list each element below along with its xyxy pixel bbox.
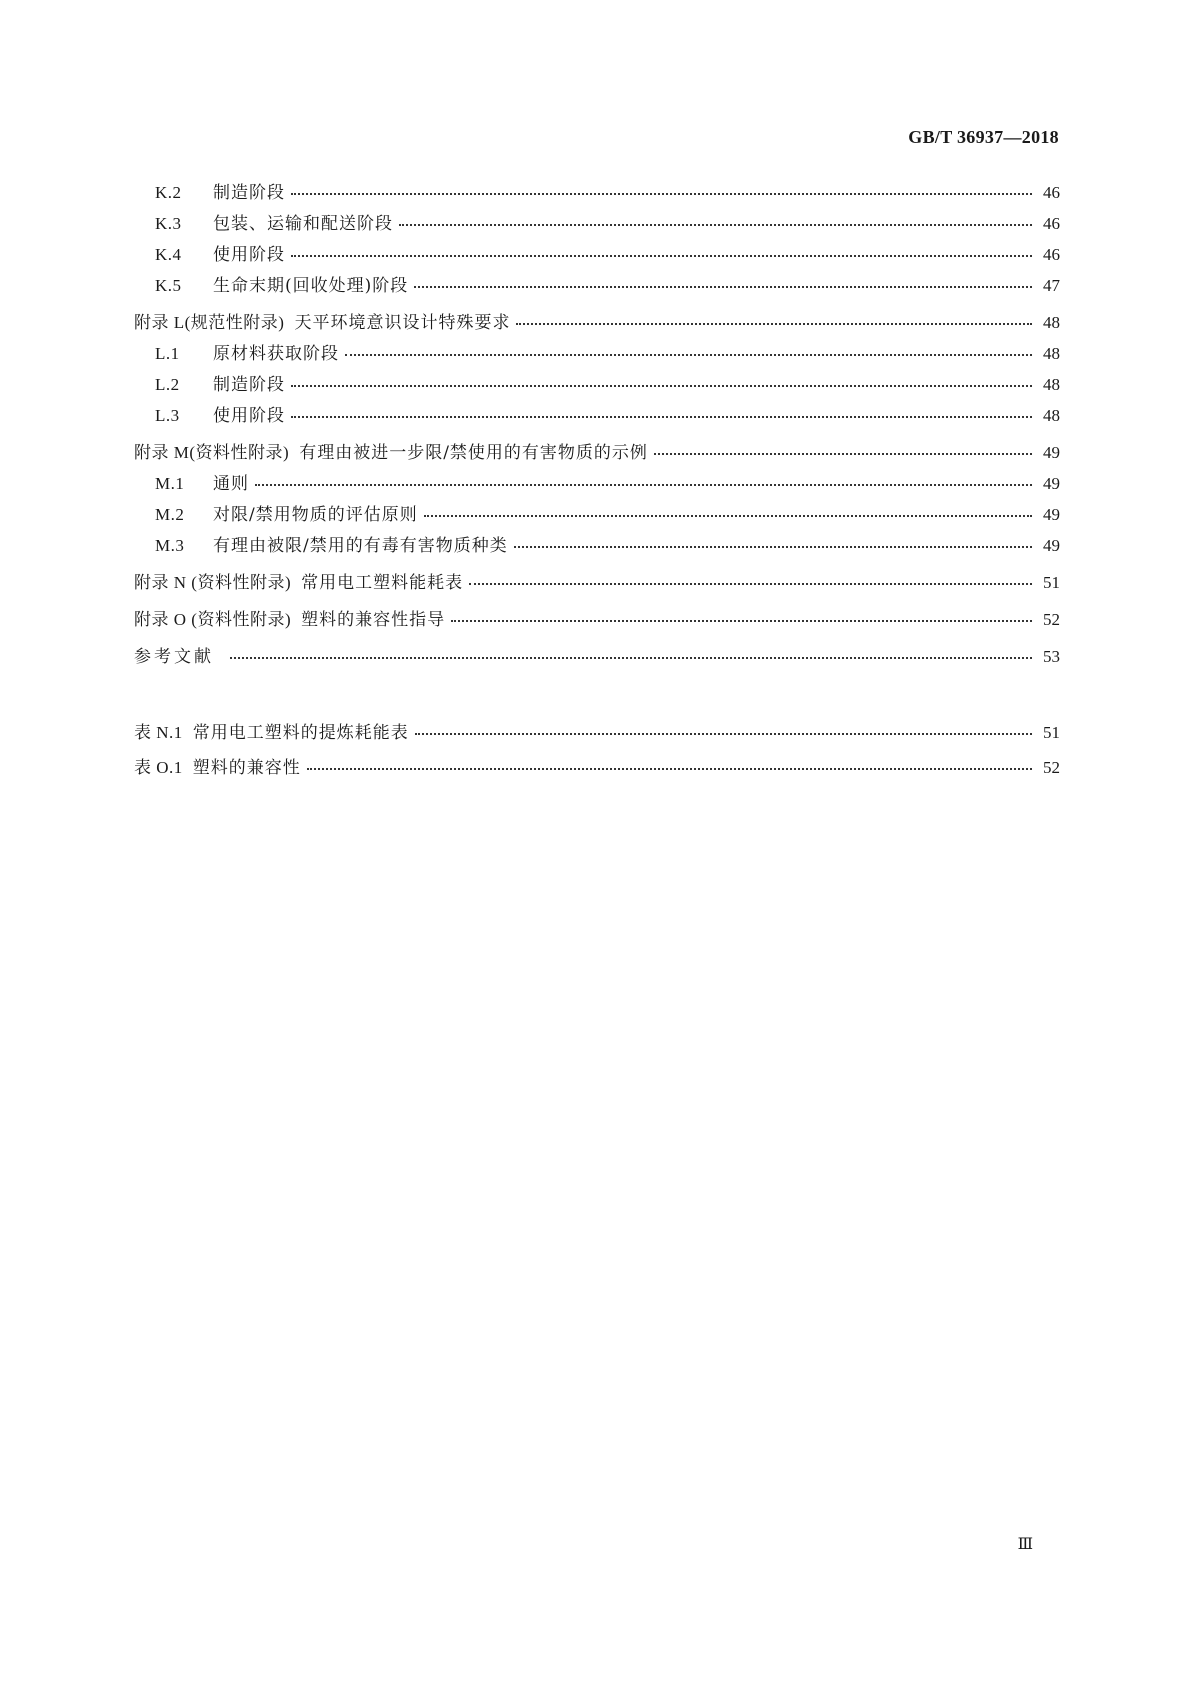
dot-leader: [291, 369, 1032, 387]
toc-entry[interactable]: [134, 401, 1060, 432]
toc-entry-annex[interactable]: [134, 308, 1060, 339]
dot-leader: [399, 208, 1032, 226]
toc-entry-page: 48: [1043, 406, 1060, 425]
standard-number: GB/T 36937—2018: [908, 127, 1059, 147]
table-list-number: 表 N.1: [134, 723, 183, 742]
toc-entry-number: M.1: [155, 474, 185, 493]
table-list-page: 51: [1043, 723, 1060, 742]
dot-leader: [230, 641, 1032, 659]
toc-entry-number: K.3: [155, 214, 182, 233]
table-list-title: 常用电工塑料的提炼耗能表: [192, 723, 409, 743]
dot-leader: [451, 604, 1032, 622]
dot-leader: [424, 499, 1032, 517]
toc-entry[interactable]: [134, 178, 1060, 209]
toc-entry[interactable]: [134, 209, 1060, 240]
toc-entry-title: 有理由被限/禁用的有毒有害物质种类: [213, 536, 508, 556]
toc-entry-number: K.4: [155, 245, 182, 264]
toc-entry-annex[interactable]: [134, 605, 1060, 636]
toc-entry-number: L.1: [155, 344, 180, 363]
dot-leader: [414, 270, 1032, 288]
toc-entry-page: 52: [1043, 610, 1060, 629]
table-list-entry[interactable]: [134, 753, 1060, 784]
toc-entry-number: L.2: [155, 375, 180, 394]
dot-leader: [345, 338, 1032, 356]
dot-leader: [291, 400, 1032, 418]
table-list-title: 塑料的兼容性: [192, 758, 301, 778]
toc-entry-title: 制造阶段: [213, 183, 285, 203]
toc-entry-page: 53: [1043, 647, 1060, 666]
list-of-tables: [134, 718, 1060, 784]
dot-leader: [291, 239, 1032, 257]
toc-entry-page: 49: [1043, 505, 1060, 524]
table-list-number: 表 O.1: [134, 758, 183, 777]
toc-entry[interactable]: [134, 370, 1060, 401]
toc-entry-number: 附录 M(资料性附录): [134, 443, 290, 462]
toc-entry-title: 制造阶段: [213, 375, 285, 395]
toc-entry-page: 49: [1043, 443, 1060, 462]
dot-leader: [307, 752, 1032, 770]
dot-leader: [516, 307, 1032, 325]
table-of-contents: [134, 178, 1060, 673]
toc-entry[interactable]: [134, 500, 1060, 531]
toc-entry[interactable]: [134, 271, 1060, 302]
toc-entry-page: 48: [1043, 344, 1060, 363]
toc-entry-title: 对限/禁用物质的评估原则: [213, 505, 418, 525]
toc-entry-annex[interactable]: [134, 438, 1060, 469]
toc-entry-title: 原材料获取阶段: [213, 344, 339, 364]
toc-entry-number: K.2: [155, 183, 182, 202]
dot-leader: [415, 717, 1032, 735]
toc-entry-number: 附录 O (资料性附录): [134, 610, 292, 629]
dot-leader: [469, 567, 1032, 585]
toc-entry[interactable]: [134, 531, 1060, 562]
toc-entry-title: 使用阶段: [213, 406, 285, 426]
toc-entry-title: 有理由被进一步限/禁使用的有害物质的示例: [299, 443, 648, 463]
toc-entry-bibliography[interactable]: [134, 642, 1060, 673]
toc-entry-number: M.2: [155, 505, 185, 524]
toc-entry-title: 使用阶段: [213, 245, 285, 265]
dot-leader: [255, 468, 1032, 486]
dot-leader: [291, 177, 1032, 195]
toc-entry-page: 48: [1043, 375, 1060, 394]
toc-entry-title: 常用电工塑料能耗表: [301, 573, 464, 593]
toc-entry[interactable]: [134, 469, 1060, 500]
toc-entry-title: 包装、运输和配送阶段: [213, 214, 393, 234]
toc-entry-number: 参考文献: [134, 647, 214, 666]
toc-entry-number: 附录 L(规范性附录): [134, 313, 285, 332]
toc-entry-page: 51: [1043, 573, 1060, 592]
dot-leader: [654, 437, 1032, 455]
toc-entry[interactable]: [134, 240, 1060, 271]
toc-entry-number: K.5: [155, 276, 182, 295]
toc-entry[interactable]: [134, 339, 1060, 370]
toc-entry-page: 49: [1043, 474, 1060, 493]
toc-entry-number: M.3: [155, 536, 185, 555]
table-list-page: 52: [1043, 758, 1060, 777]
toc-entry-page: 46: [1043, 214, 1060, 233]
toc-entry-page: 46: [1043, 245, 1060, 264]
toc-entry-title: 通则: [213, 474, 249, 494]
toc-entry-title: 天平环境意识设计特殊要求: [294, 313, 511, 333]
toc-entry-page: 49: [1043, 536, 1060, 555]
dot-leader: [514, 530, 1032, 548]
toc-entry-page: 47: [1043, 276, 1060, 295]
toc-entry-page: 46: [1043, 183, 1060, 202]
toc-entry-annex[interactable]: [134, 568, 1060, 599]
page-folio: Ⅲ: [1017, 1536, 1033, 1553]
toc-entry-title: 生命末期(回收处理)阶段: [213, 276, 409, 296]
table-list-entry[interactable]: [134, 718, 1060, 749]
toc-entry-title: 塑料的兼容性指导: [301, 610, 446, 630]
toc-entry-number: L.3: [155, 406, 180, 425]
toc-entry-number: 附录 N (资料性附录): [134, 573, 292, 592]
toc-entry-page: 48: [1043, 313, 1060, 332]
